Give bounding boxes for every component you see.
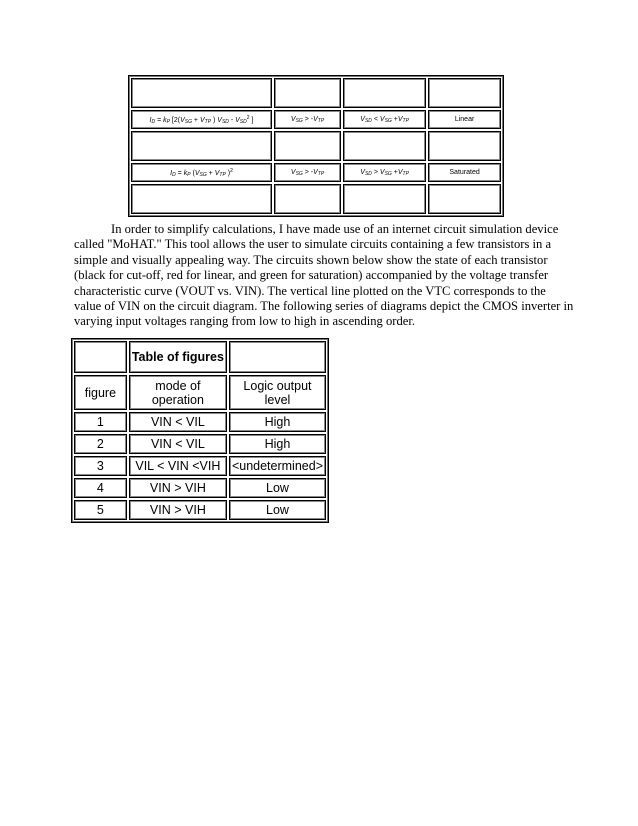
header-mode-of-operation [129, 375, 227, 410]
logic-output-cell: High [229, 412, 326, 432]
vsd-condition-cell: $V_{SD} > V_{SG} +V_{TP}$ [343, 163, 426, 182]
figures-header-row [74, 375, 326, 410]
vsd-condition-cell [343, 184, 426, 214]
caption-spacer-cell [229, 341, 326, 373]
mode-of-operation-cell: VIN < VIL [129, 412, 227, 432]
figure-number-cell: 4 [74, 478, 127, 498]
figure-number-cell: 3 [74, 456, 127, 476]
mode-of-operation-cell: VIN > VIH [129, 478, 227, 498]
logic-output-cell: Low [229, 500, 326, 520]
equation-row [131, 163, 501, 182]
caption-spacer-cell [74, 341, 127, 373]
header-logic-text: Logic output level [243, 378, 312, 407]
vsg-condition-cell: $V_{SG} > -V_{TP}$ [274, 110, 341, 129]
equation-blank-row [131, 78, 501, 108]
table-of-figures [71, 338, 329, 523]
figures-table-caption: Table of figures [129, 341, 227, 373]
region-cell [428, 78, 501, 108]
logic-output-cell: Low [229, 478, 326, 498]
table-row [74, 412, 326, 432]
equation-cell [131, 131, 272, 161]
logic-output-cell: <undetermined> [229, 456, 326, 476]
header-logic-output-level [229, 375, 326, 410]
region-cell [428, 184, 501, 214]
figure-number-cell: 2 [74, 434, 127, 454]
equation-row [131, 110, 501, 129]
table-row [74, 434, 326, 454]
vsg-condition-cell: $V_{SG} > -V_{TP}$ [274, 163, 341, 182]
transistor-equation-table [128, 75, 504, 217]
table-row [74, 478, 326, 498]
mode-of-operation-cell: VIN > VIH [129, 500, 227, 520]
body-paragraph: In order to simplify calculations, I have made use of an internet circuit simulation device called "MoHAT." This tool allows the user to simulate circuits containing a few transistors in a simple and visually appealing way. The circuits shown below show the state of each transistor (black for cut-off, red for linear, and green for saturation) accompanied by the voltage transfer characteristic curve (VOUT vs. VIN). The vertical line plotted on the VTC corresponds to the value of VIN on the circuit diagram. The following series of diagrams depict the CMOS inverter in varying input voltages ranging from low to high in ascending order. [74, 222, 574, 329]
equation-cell: $I_D = k_P$ [$2(V_{SG} + V_{TP}$ ) $V_{SD} - V_{SD}^2$ ] [131, 110, 272, 129]
region-cell: Saturated [428, 163, 501, 182]
mode-of-operation-cell: VIL < VIN <VIH [129, 456, 227, 476]
vsd-condition-cell: $V_{SD} < V_{SG} +V_{TP}$ [343, 110, 426, 129]
figure-number-cell: 1 [74, 412, 127, 432]
vsg-condition-cell [274, 184, 341, 214]
vsd-condition-cell [343, 78, 426, 108]
table-row [74, 500, 326, 520]
figures-table-rows [74, 412, 326, 520]
equation-cell: $I_D = k_P$ ($V_{SG} + V_{TP}$ )$^2$ [131, 163, 272, 182]
header-figure: figure [74, 375, 127, 410]
figures-caption-row [74, 341, 326, 373]
table-row [74, 456, 326, 476]
equation-blank-row [131, 131, 501, 161]
equation-cell [131, 78, 272, 108]
vsd-condition-cell [343, 131, 426, 161]
vsg-condition-cell [274, 78, 341, 108]
figure-number-cell: 5 [74, 500, 127, 520]
equation-blank-row [131, 184, 501, 214]
region-cell: Linear [428, 110, 501, 129]
equation-table-body [131, 78, 501, 214]
region-cell [428, 131, 501, 161]
logic-output-cell: High [229, 434, 326, 454]
vsg-condition-cell [274, 131, 341, 161]
header-mode-text: mode of operation [151, 378, 204, 407]
mode-of-operation-cell: VIN < VIL [129, 434, 227, 454]
equation-cell [131, 184, 272, 214]
